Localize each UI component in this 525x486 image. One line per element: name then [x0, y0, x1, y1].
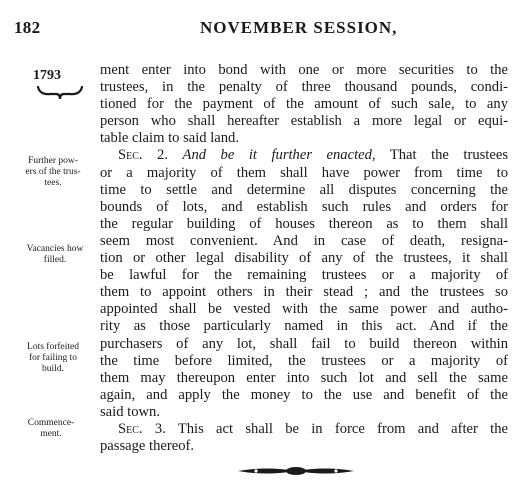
text-line: or a majority of them shall have power from time to [100, 164, 508, 181]
text-line: seem most convenient. And in case of death, resigna- [100, 232, 508, 249]
text-line: the time before limited, the trustees or a majority of [100, 352, 508, 369]
text-line: ment enter into bond with one or more securities to the [100, 62, 508, 78]
text-line: again, and apply the money to the use and benefit of the [100, 386, 508, 403]
text-line: person who shall hereafter establish a more legal or equi- [100, 113, 508, 130]
running-head: NOVEMBER SESSION, [200, 18, 398, 37]
brace-ornament-icon [36, 84, 84, 102]
text-line: purchasers of any lot, shall fail to build thereon within [100, 335, 508, 352]
text-line: time to settle and determine all disputes concerning the [100, 181, 508, 198]
text-line: trustees, in the penalty of three thousand pounds, condi- [100, 79, 508, 96]
tailpiece-ornament-icon [236, 465, 356, 477]
text-line: the regular building of houses thereon as to them shall [100, 215, 508, 232]
text-line: tioned for the payment of the amount of such sale, to any [100, 96, 508, 113]
text-line: be lawful for the remaining trustees or a majority of [100, 267, 508, 284]
text-line: them to appoint others in their stead ; and the trustees so [100, 284, 508, 301]
text-line: bounds of lots, and establish such rules and orders for [100, 198, 508, 215]
text-line: table claim to said land. [100, 130, 240, 147]
text-line: passage thereof. [100, 438, 195, 455]
margin-year: 1793 [33, 68, 61, 83]
section-2-opening: That the trustees [389, 147, 508, 164]
text-line: said town. [100, 403, 160, 420]
section-3-label: Sec. 3. [118, 420, 166, 437]
margin-note-commencement: Commence- ment. [27, 418, 75, 439]
text-line: them may thereupon enter into such lot and sell the same [100, 369, 508, 386]
section-3-opening: This act shall be in force from and after the [177, 420, 509, 437]
section-3-heading-line [100, 421, 508, 438]
page-number: 182 [14, 18, 41, 37]
margin-note-vacancies: Vacancies how filled. [26, 244, 84, 265]
enacting-clause: And be it further enacted, [182, 147, 376, 164]
section-2-label: Sec. 2. [118, 147, 169, 164]
body-text [100, 62, 508, 455]
text-line: tion or other legal disability of any of the trustees, it shall [100, 250, 508, 267]
text-line: rity as those particularly named in this act. And if the [100, 318, 508, 335]
section-2-heading-line [100, 147, 508, 164]
margin-note-lots-forfeited: Lots forfeited for failing to build. [27, 342, 79, 374]
margin-note-trustee-powers: Further pow- ers of the trus- tees. [25, 156, 81, 188]
text-line: appointed shall be vested with the same power and autho- [100, 301, 508, 318]
